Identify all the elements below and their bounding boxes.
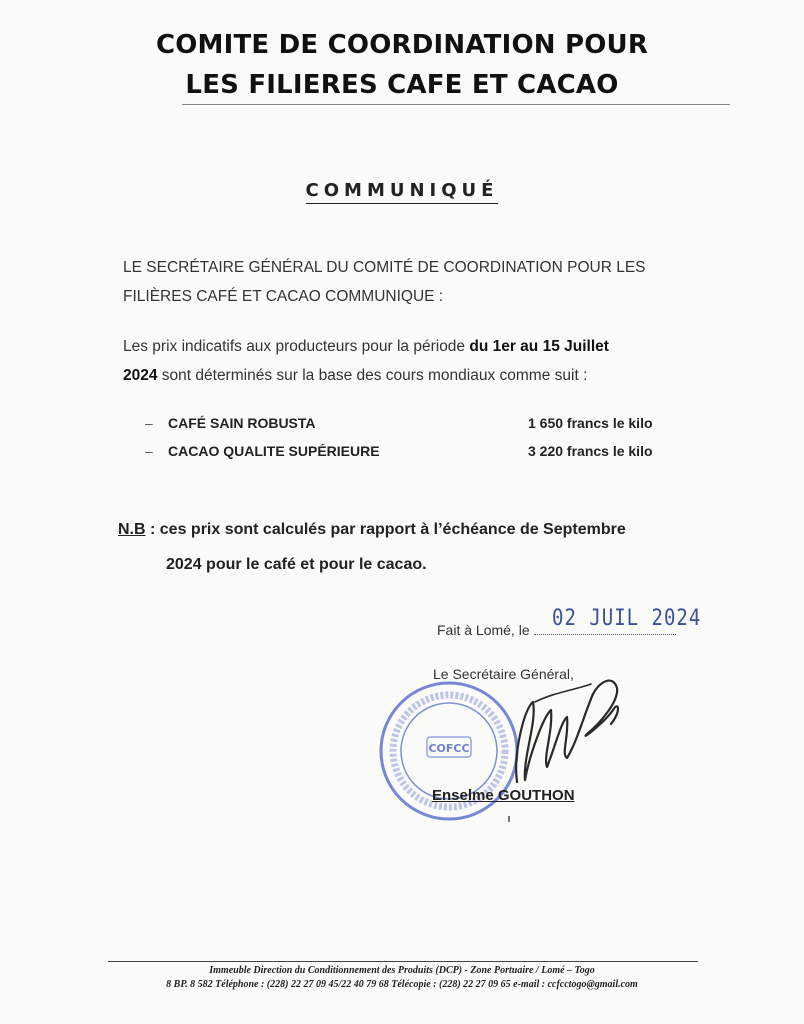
footer-contact: 8 BP. 8 582 Téléphone : (228) 22 27 09 45/22 40 79 68 Télécopie : (228) 22 27 09 65 e-mail : ccfcctogo@gmail.com (166, 979, 638, 990)
date-stamp: 02 JUIL 2024 (552, 605, 702, 631)
prices-period2: 2024 (123, 367, 158, 384)
place-prefix: Fait à Lomé, le (437, 622, 530, 638)
intro-paragraph (123, 253, 723, 311)
seal-text: COFCC (428, 742, 470, 755)
bullet-dash: – (145, 415, 153, 431)
bullet-dash: – (145, 443, 153, 459)
nb-text-line2: 2024 pour le café et pour le cacao. (166, 556, 427, 573)
handwritten-signature (495, 662, 635, 797)
intro-line1: LE SECRÉTAIRE GÉNÉRAL DU COMITÉ DE COORDINATION POUR LES (123, 259, 646, 276)
header-title-line1: COMITE DE COORDINATION POUR (155, 30, 649, 60)
signatory-name: Enselme GOUTHON (432, 787, 575, 804)
prices-intro-part1: Les prix indicatifs aux producteurs pour la période (123, 338, 470, 355)
header-title-line2: LES FILIERES CAFE ET CACAO (185, 70, 619, 100)
product-price: 1 650 francs le kilo (528, 415, 653, 431)
product-price: 3 220 francs le kilo (528, 443, 653, 459)
product-name: CAFÉ SAIN ROBUSTA (168, 415, 316, 431)
intro-line2: FILIÈRES CAFÉ ET CACAO COMMUNIQUE : (123, 288, 444, 305)
nb-text-line1: : ces prix sont calculés par rapport à l’échéance de Septembre (145, 521, 626, 538)
header-divider (182, 104, 730, 105)
prices-paragraph (123, 332, 723, 390)
ink-mark (508, 816, 510, 822)
footer-address: Immeuble Direction du Conditionnement des Produits (DCP) - Zone Portuaire / Lomé – Togo (209, 965, 595, 976)
prices-intro-part2: sont déterminés sur la base des cours mondiaux comme suit : (157, 367, 588, 384)
signatory-title: Le Secrétaire Général, (433, 666, 574, 682)
nb-label: N.B (118, 521, 146, 538)
heading-text: COMMUNIQUÉ (306, 180, 499, 204)
product-name: CACAO QUALITE SUPÉRIEURE (168, 443, 380, 459)
footer-divider (108, 961, 698, 962)
nb-note (118, 512, 718, 582)
document-heading (0, 180, 804, 201)
prices-period1: du 1er au 15 Juillet (469, 338, 609, 355)
